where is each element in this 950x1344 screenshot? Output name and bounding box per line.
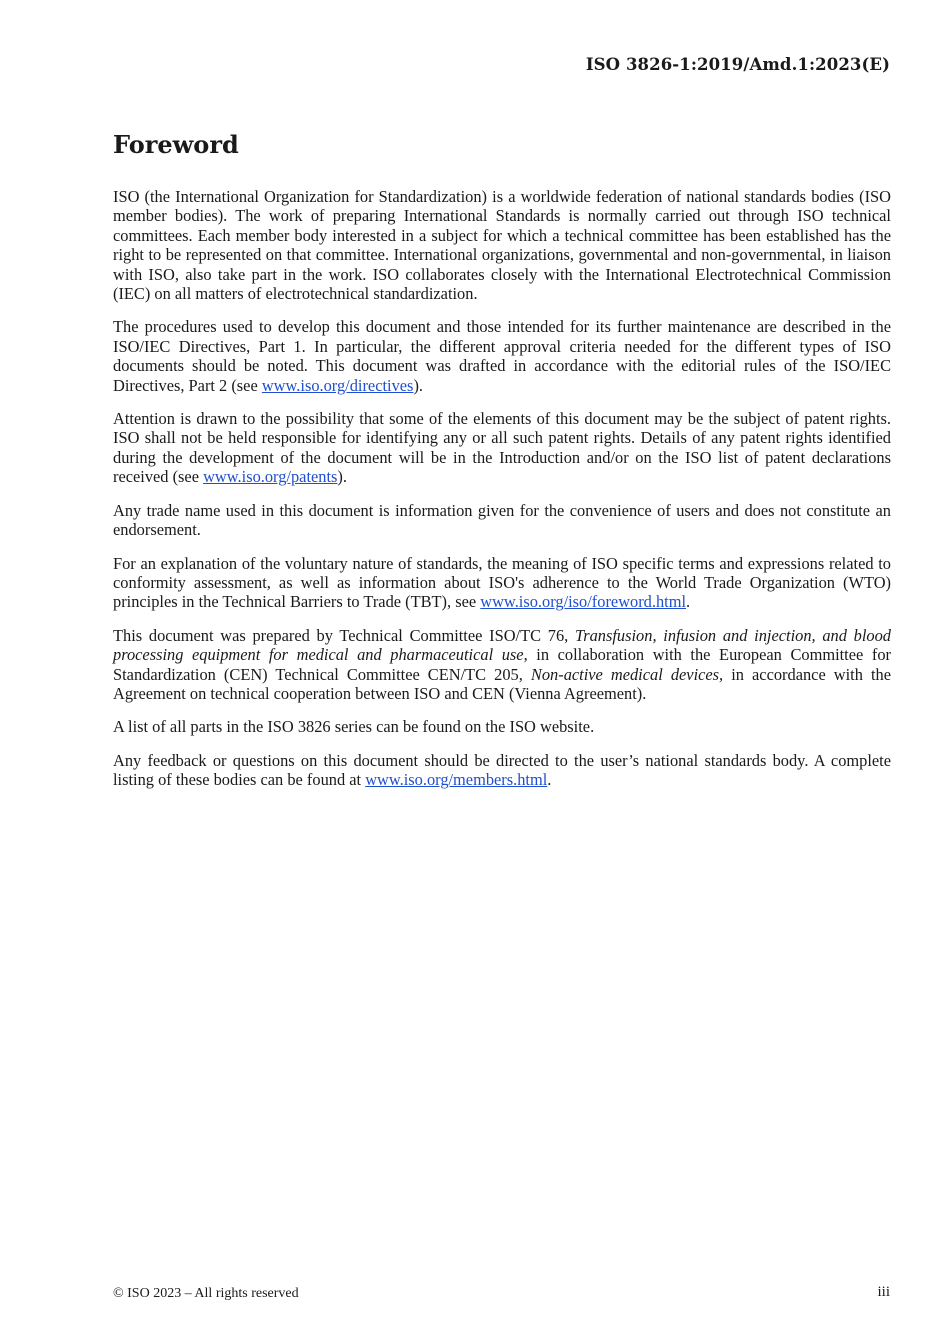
paragraph-voluntary-nature: For an explanation of the voluntary nature of standards, the meaning of ISO specific terms and expressions related to conformity assessment, as well as information about ISO's adherence to the World Trade Organization (WTO) principles in the Technical Barriers to Trade (TBT), see www.iso.org/iso/foreword.html. bbox=[113, 553, 891, 612]
committee-title: Transfusion, infusion and injection, and blood processing equipment for medical and pharmaceutical use bbox=[113, 625, 892, 665]
paragraph-procedures: The procedures used to develop this document and those intended for its further maintenance are described in the ISO/IEC Directives, Part 1. In particular, the different approval criteria needed for the different types of ISO documents should be noted. This document was drafted in accordance with the editorial rules of the ISO/IEC Directives, Part 2 (see www.iso.org/directives). bbox=[113, 317, 891, 395]
document-reference: ISO 3826-1:2019/Amd.1:2023(E) bbox=[585, 55, 890, 74]
cen-committee-title: Non-active medical devices, bbox=[530, 664, 724, 684]
paragraph-trade-name: Any trade name used in this document is information given for the convenience of users and does not constitute an endorsement. bbox=[113, 500, 891, 540]
page-title: Foreword bbox=[113, 130, 239, 159]
paragraph-patents: Attention is drawn to the possibility that some of the elements of this document may be the subject of patent rights. ISO shall not be held responsible for identifying any or all such patent rights. Details of any patent rights identified during the development of the document will be in the Introduction and/or on the ISO list of patent declarations received (see www.iso.org/patents). bbox=[113, 409, 891, 487]
page-number: iii bbox=[877, 1284, 890, 1300]
foreword-body bbox=[113, 187, 891, 804]
paragraph-series-list: A list of all parts in the ISO 3826 series can be found on the ISO website. bbox=[113, 717, 595, 737]
link-members[interactable]: www.iso.org/members.html bbox=[365, 770, 548, 790]
link-foreword[interactable]: www.iso.org/iso/foreword.html bbox=[480, 592, 687, 612]
copyright-notice: © ISO 2023 – All rights reserved bbox=[113, 1286, 299, 1301]
link-directives[interactable]: www.iso.org/directives bbox=[261, 375, 414, 395]
paragraph-feedback: Any feedback or questions on this document should be directed to the user’s national standards body. A complete listing of these bodies can be found at www.iso.org/members.html. bbox=[113, 750, 891, 790]
paragraph-iso-intro: ISO (the International Organization for Standardization) is a worldwide federation of national standards bodies (ISO member bodies). The work of preparing International Standards is normally carried out through ISO technical committees. Each member body interested in a subject for which a technical committee has been established has the right to be represented on that committee. International organizations, governmental and non-governmental, in liaison with ISO, also take part in the work. ISO collaborates closely with the International Electrotechnical Commission (IEC) on all matters of electrotechnical standardization. bbox=[113, 187, 891, 304]
link-patents[interactable]: www.iso.org/patents bbox=[203, 467, 338, 487]
paragraph-committee: This document was prepared by Technical Committee ISO/TC 76, Transfusion, infusion and injection, and blood processing equipment for medical and pharmaceutical use, in collaboration with the European Committee for Standardization (CEN) Technical Committee CEN/TC 205, Non-active medical devices, in accordance with the Agreement on technical cooperation between ISO and CEN (Vienna Agreement). bbox=[113, 625, 892, 703]
